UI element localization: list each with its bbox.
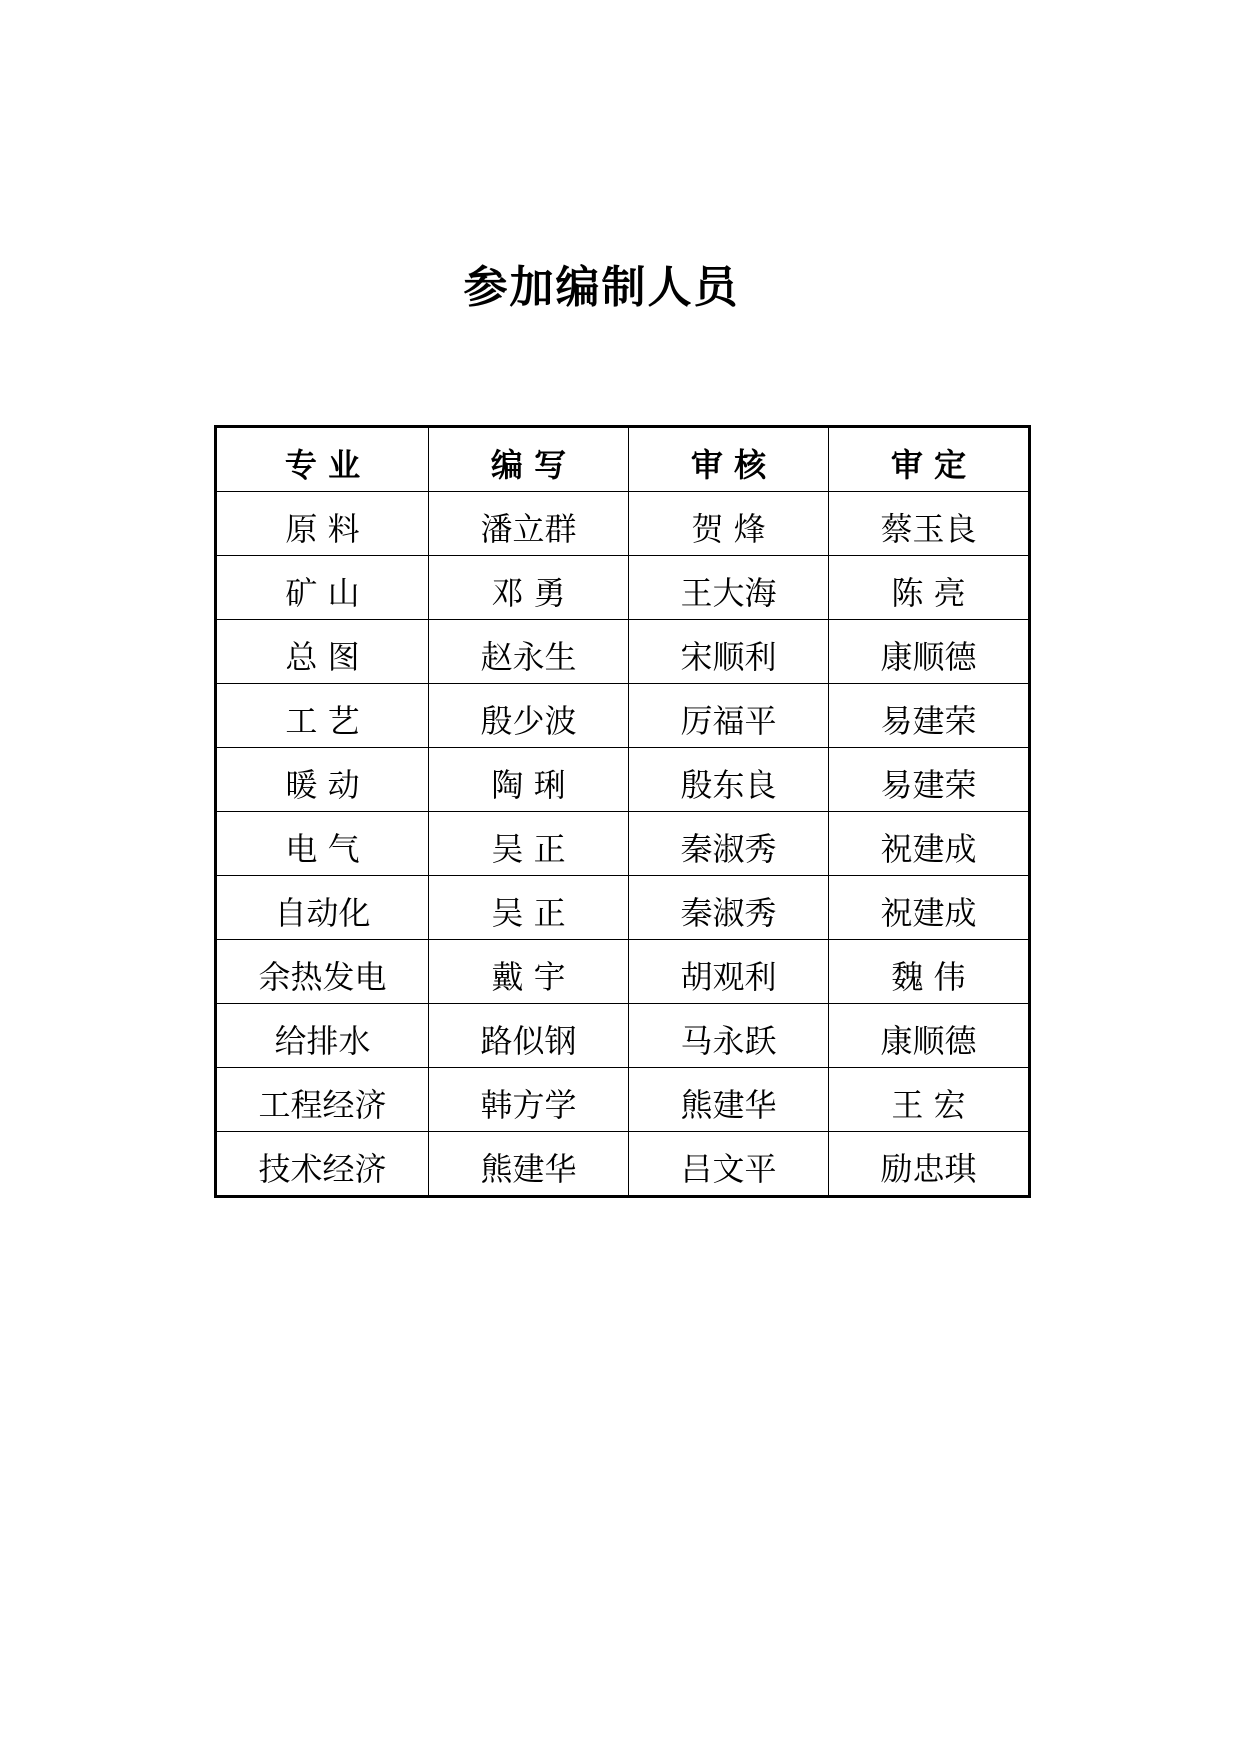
table-row — [216, 1068, 1030, 1132]
cell-reviewer: 宋顺利 — [629, 620, 829, 684]
header-row — [216, 427, 1030, 492]
table-row — [216, 556, 1030, 620]
table-row — [216, 492, 1030, 556]
table-row — [216, 620, 1030, 684]
table-body — [216, 492, 1030, 1197]
cell-approver: 祝建成 — [829, 812, 1030, 876]
table-row — [216, 1004, 1030, 1068]
cell-reviewer: 王大海 — [629, 556, 829, 620]
cell-approver: 蔡玉良 — [829, 492, 1030, 556]
cell-compiler: 邓 勇 — [429, 556, 629, 620]
cell-compiler: 殷少波 — [429, 684, 629, 748]
cell-compiler: 熊建华 — [429, 1132, 629, 1197]
table-row — [216, 1132, 1030, 1197]
header-reviewer: 审 核 — [629, 427, 829, 492]
staff-table — [214, 425, 1031, 1198]
cell-compiler: 陶 琍 — [429, 748, 629, 812]
cell-approver: 易建荣 — [829, 684, 1030, 748]
cell-specialty: 技术经济 — [216, 1132, 429, 1197]
cell-compiler: 赵永生 — [429, 620, 629, 684]
cell-specialty: 暖 动 — [216, 748, 429, 812]
table-row — [216, 812, 1030, 876]
cell-compiler: 吴 正 — [429, 876, 629, 940]
cell-specialty: 总 图 — [216, 620, 429, 684]
header-specialty: 专 业 — [216, 427, 429, 492]
cell-specialty: 工 艺 — [216, 684, 429, 748]
cell-specialty: 余热发电 — [216, 940, 429, 1004]
cell-compiler: 戴 宇 — [429, 940, 629, 1004]
table-row — [216, 940, 1030, 1004]
cell-specialty: 原 料 — [216, 492, 429, 556]
cell-reviewer: 秦淑秀 — [629, 876, 829, 940]
table-header — [216, 427, 1030, 492]
cell-approver: 易建荣 — [829, 748, 1030, 812]
table-row — [216, 876, 1030, 940]
cell-approver: 祝建成 — [829, 876, 1030, 940]
cell-specialty: 工程经济 — [216, 1068, 429, 1132]
cell-compiler: 潘立群 — [429, 492, 629, 556]
header-compiler: 编 写 — [429, 427, 629, 492]
cell-specialty: 电 气 — [216, 812, 429, 876]
header-approver: 审 定 — [829, 427, 1030, 492]
cell-approver: 陈 亮 — [829, 556, 1030, 620]
cell-reviewer: 殷东良 — [629, 748, 829, 812]
cell-compiler: 路似钢 — [429, 1004, 629, 1068]
cell-reviewer: 胡观利 — [629, 940, 829, 1004]
cell-reviewer: 马永跃 — [629, 1004, 829, 1068]
cell-reviewer: 吕文平 — [629, 1132, 829, 1197]
cell-reviewer: 厉福平 — [629, 684, 829, 748]
cell-approver: 魏 伟 — [829, 940, 1030, 1004]
cell-compiler: 韩方学 — [429, 1068, 629, 1132]
cell-specialty: 自动化 — [216, 876, 429, 940]
table-row — [216, 748, 1030, 812]
cell-compiler: 吴 正 — [429, 812, 629, 876]
cell-approver: 康顺德 — [829, 620, 1030, 684]
cell-reviewer: 贺 烽 — [629, 492, 829, 556]
cell-specialty: 矿 山 — [216, 556, 429, 620]
cell-reviewer: 秦淑秀 — [629, 812, 829, 876]
cell-approver: 王 宏 — [829, 1068, 1030, 1132]
cell-reviewer: 熊建华 — [629, 1068, 829, 1132]
cell-approver: 励忠琪 — [829, 1132, 1030, 1197]
page-title: 参加编制人员 — [463, 262, 740, 313]
cell-specialty: 给排水 — [216, 1004, 429, 1068]
table-row — [216, 684, 1030, 748]
cell-approver: 康顺德 — [829, 1004, 1030, 1068]
